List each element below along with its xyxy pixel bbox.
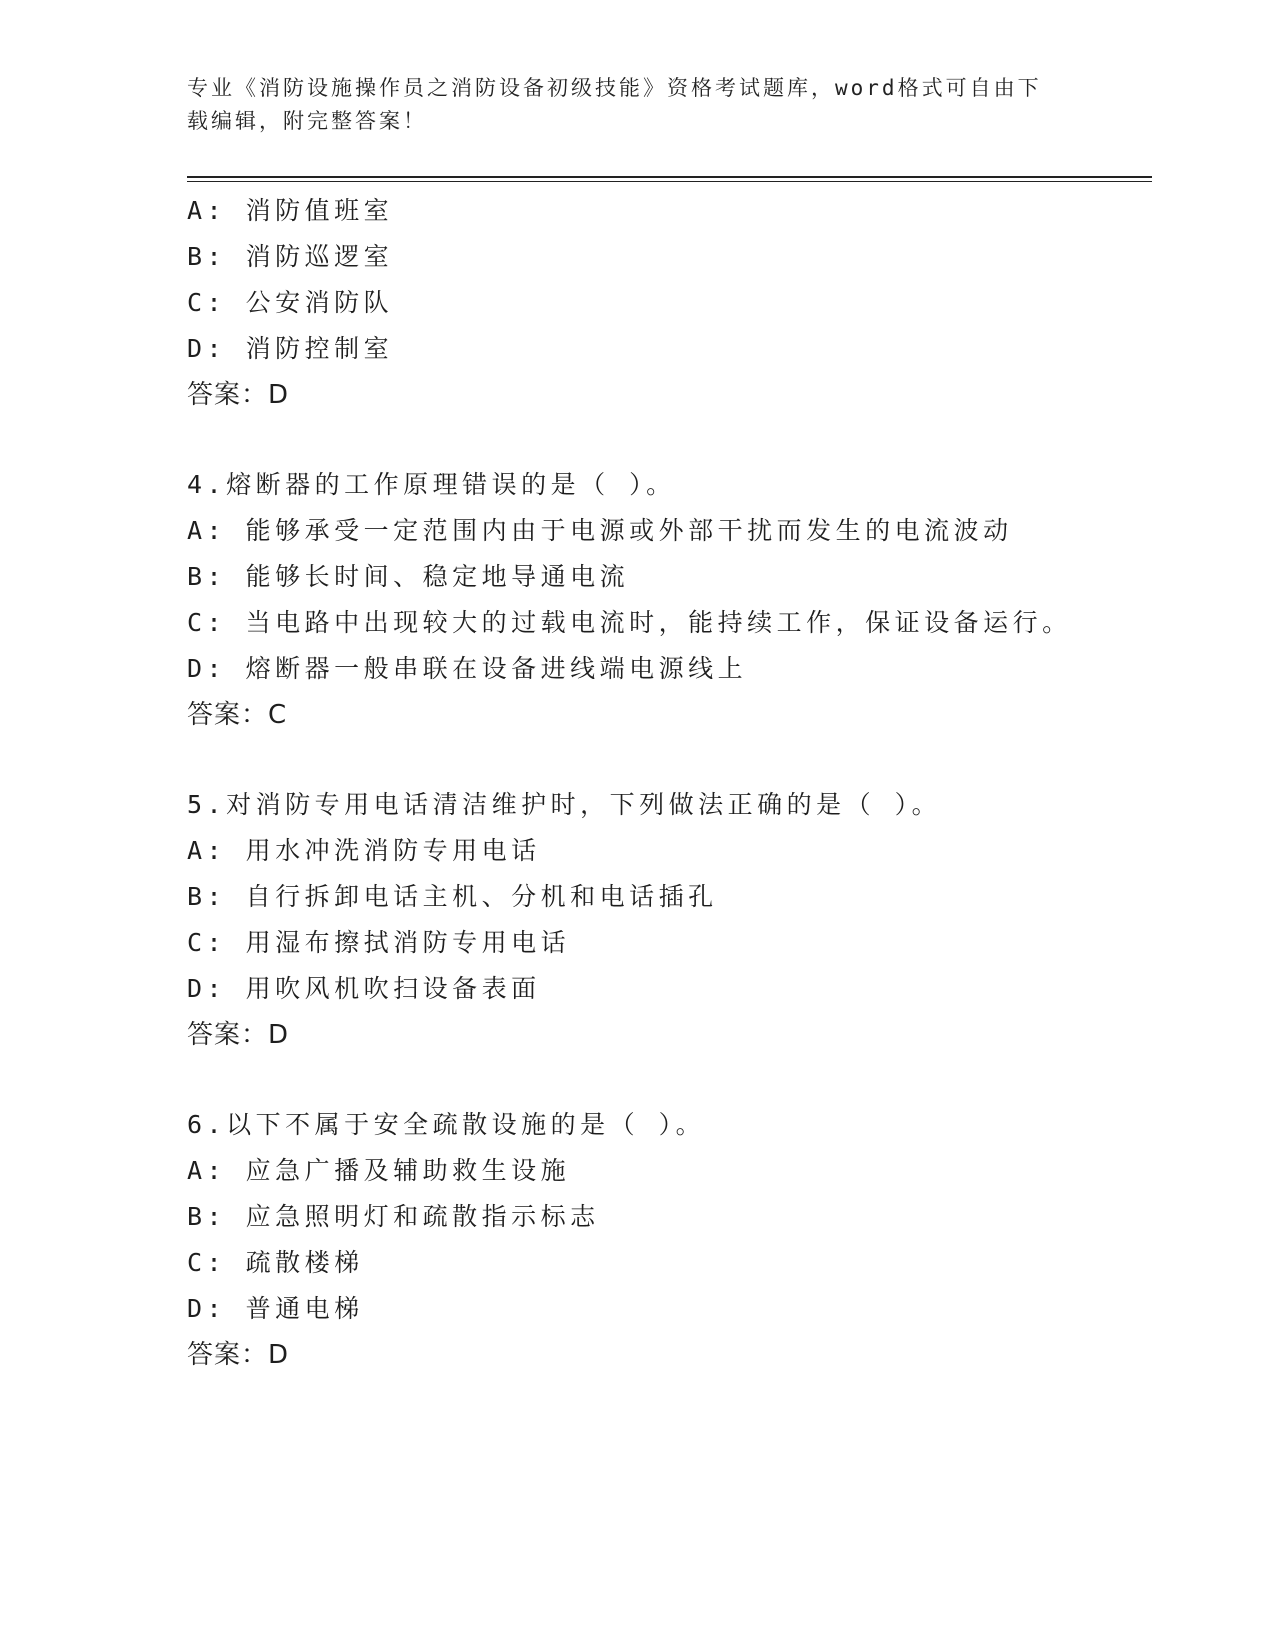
option-c: C: 疏散楼梯 bbox=[187, 1248, 364, 1277]
question-list bbox=[187, 188, 1152, 1378]
question-text: 4.熔断器的工作原理错误的是（ ）。 bbox=[187, 470, 676, 499]
header-line-1: 专业《消防设施操作员之消防设备初级技能》资格考试题库，word格式可自由下 bbox=[187, 76, 1042, 100]
question-block-4 bbox=[187, 462, 1152, 738]
option-d: D: 普通电梯 bbox=[187, 1294, 364, 1323]
option-d: D: 消防控制室 bbox=[187, 334, 394, 363]
answer: 答案：D bbox=[187, 1340, 290, 1370]
answer: 答案：D bbox=[187, 380, 290, 410]
question-block-3 bbox=[187, 188, 1152, 418]
question-block-6 bbox=[187, 1102, 1152, 1378]
option-b: B: 应急照明灯和疏散指示标志 bbox=[187, 1202, 600, 1231]
option-c: C: 当电路中出现较大的过载电流时，能持续工作，保证设备运行。 bbox=[187, 608, 1072, 637]
option-d: D: 熔断器一般串联在设备进线端电源线上 bbox=[187, 654, 748, 683]
option-a: A: 消防值班室 bbox=[187, 196, 394, 225]
option-b: B: 消防巡逻室 bbox=[187, 242, 394, 271]
answer: 答案：D bbox=[187, 1020, 290, 1050]
option-c: C: 用湿布擦拭消防专用电话 bbox=[187, 928, 571, 957]
header-line-2: 载编辑，附完整答案！ bbox=[187, 109, 427, 133]
question-text: 5.对消防专用电话清洁维护时，下列做法正确的是（ ）。 bbox=[187, 790, 942, 819]
header-divider-thin bbox=[187, 181, 1152, 182]
option-a: A: 应急广播及辅助救生设施 bbox=[187, 1156, 571, 1185]
question-block-5 bbox=[187, 782, 1152, 1058]
header-divider-thick bbox=[187, 176, 1152, 178]
option-a: A: 用水冲洗消防专用电话 bbox=[187, 836, 541, 865]
answer: 答案：C bbox=[187, 700, 288, 730]
option-b: B: 自行拆卸电话主机、分机和电话插孔 bbox=[187, 882, 718, 911]
question-text: 6.以下不属于安全疏散设施的是（ ）。 bbox=[187, 1110, 706, 1139]
option-a: A: 能够承受一定范围内由于电源或外部干扰而发生的电流波动 bbox=[187, 516, 1013, 545]
option-c: C: 公安消防队 bbox=[187, 288, 394, 317]
document-header bbox=[187, 72, 1067, 138]
option-b: B: 能够长时间、稳定地导通电流 bbox=[187, 562, 630, 591]
option-d: D: 用吹风机吹扫设备表面 bbox=[187, 974, 541, 1003]
